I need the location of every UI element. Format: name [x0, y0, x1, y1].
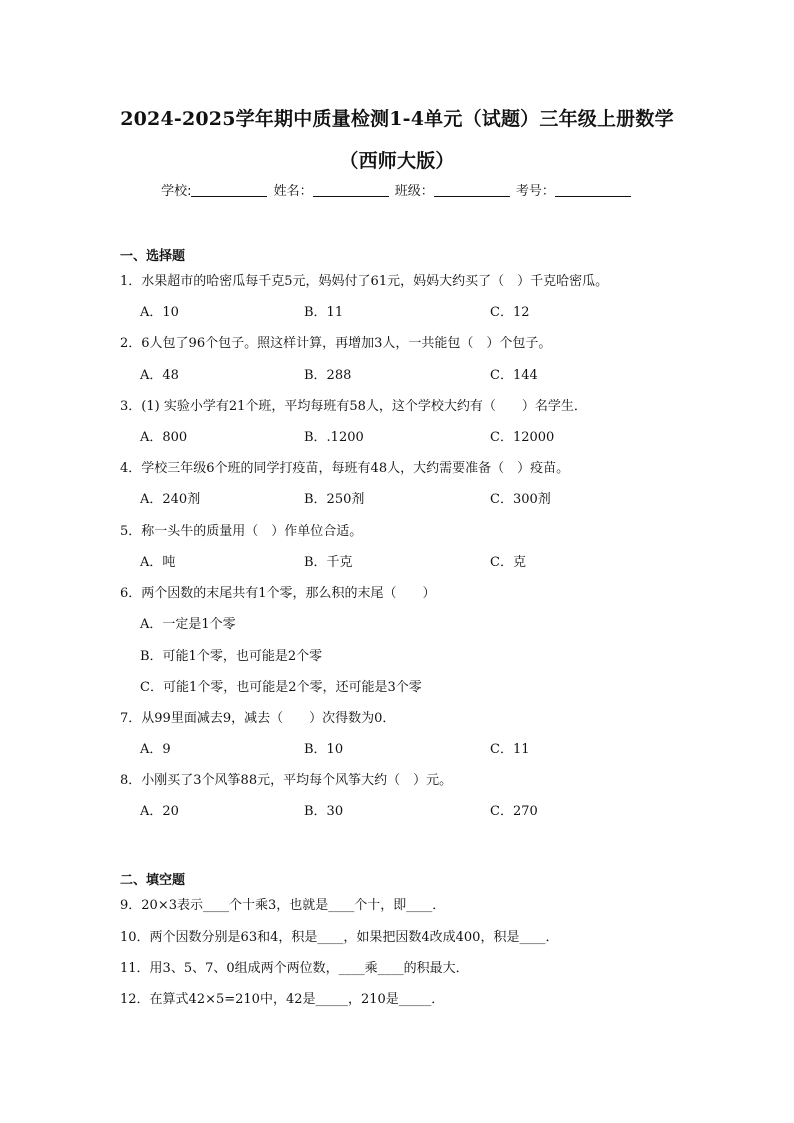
- question-4: 4．学校三年级6个班的同学打疫苗，每班有48人，大约需要准备（ ）疫苗。: [120, 461, 570, 476]
- q6-option-a: A．一定是1个零: [140, 617, 236, 632]
- school-label: 学校:: [161, 184, 192, 199]
- exam-subtitle: （西师大版）: [339, 150, 455, 172]
- q2-option-a: A．48: [140, 368, 179, 383]
- question-1: 1．水果超市的哈密瓜每千克5元，妈妈付了61元，妈妈大约买了（ ）千克哈密瓜。: [120, 274, 609, 289]
- question-12: 12．在算式42×5=210中，42是_____，210是_____．: [120, 992, 445, 1007]
- name-blank[interactable]: [313, 184, 389, 197]
- class-blank[interactable]: [434, 184, 510, 197]
- q4-option-b: B．250剂: [304, 492, 365, 507]
- q6-option-c: C．可能1个零，也可能是2个零，还可能是3个零: [140, 680, 422, 695]
- q4-option-a: A．240剂: [140, 492, 201, 507]
- class-label: 班级：: [394, 184, 434, 199]
- q2-option-b: B．288: [304, 368, 352, 383]
- question-10: 10．两个因数分别是63和4，积是____，如果把因数4改成400，积是____．: [120, 930, 559, 945]
- q3-option-c: C．12000: [490, 430, 555, 445]
- q7-option-c: C．11: [490, 742, 530, 757]
- q7-option-a: A．9: [140, 742, 171, 757]
- student-info-row: [0, 180, 794, 199]
- q1-option-a: A．10: [140, 305, 179, 320]
- exam-title: 2024-2025学年期中质量检测1-4单元（试题）三年级上册数学: [120, 108, 674, 130]
- question-8: 8．小刚买了3个风筝88元，平均每个风筝大约（ ）元。: [120, 773, 453, 788]
- exam-number-label: 考号：: [515, 184, 555, 199]
- q7-option-b: B．10: [304, 742, 344, 757]
- question-5: 5．称一头牛的质量用（ ）作单位合适。: [120, 524, 363, 539]
- q2-option-c: C．144: [490, 368, 538, 383]
- school-blank[interactable]: [191, 184, 267, 197]
- section-heading-choice: 一、选择题: [120, 249, 186, 264]
- q5-option-a: A．吨: [140, 555, 176, 570]
- question-6: 6．两个因数的末尾共有1个零，那么积的末尾（ ）: [120, 586, 436, 601]
- q8-option-a: A．20: [140, 804, 179, 819]
- question-7: 7．从99里面减去9，减去（ ）次得数为0．: [120, 711, 396, 726]
- question-3: 3．(1) 实验小学有21个班，平均每班有58人，这个学校大约有（ ）名学生．: [120, 399, 587, 414]
- q6-option-b: B．可能1个零，也可能是2个零: [140, 649, 323, 664]
- q8-option-b: B．30: [304, 804, 344, 819]
- section-heading-fill: 二、填空题: [120, 873, 186, 888]
- q8-option-c: C．270: [490, 804, 538, 819]
- name-label: 姓名：: [273, 184, 313, 199]
- q1-option-c: C．12: [490, 305, 530, 320]
- question-2: 2．6人包了96个包子。照这样计算，再增加3人，一共能包（ ）个包子。: [120, 336, 552, 351]
- question-11: 11．用3、5、7、0组成两个两位数，____乘____的积最大．: [120, 961, 469, 976]
- q1-option-b: B．11: [304, 305, 344, 320]
- question-9: 9．20×3表示____个十乘3，也就是____个十，即____．: [120, 898, 446, 913]
- exam-number-blank[interactable]: [555, 184, 631, 197]
- q3-option-b: B．.1200: [304, 430, 364, 445]
- q5-option-c: C．克: [490, 555, 526, 570]
- q5-option-b: B．千克: [304, 555, 353, 570]
- q4-option-c: C．300剂: [490, 492, 551, 507]
- q3-option-a: A．800: [140, 430, 188, 445]
